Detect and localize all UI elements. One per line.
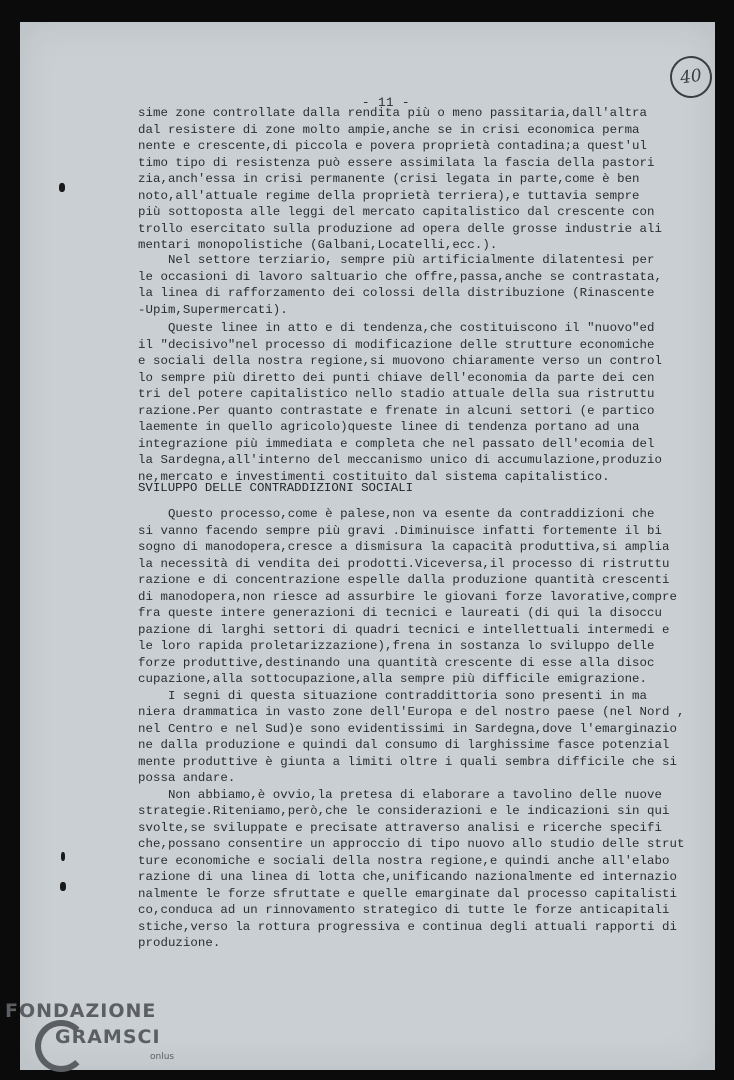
text-line: razione di una linea di lotta che,unificando nazionalmente ed internazio [138, 870, 677, 884]
section-heading: SVILUPPO DELLE CONTRADDIZIONI SOCIALI [138, 481, 414, 495]
text-line: tri del potere capitalistico nello stadio attuale della sua ristruttu [138, 387, 655, 401]
text-line: sime zone controllate dalla rendita più o meno passitaria,dall'altra [138, 106, 648, 120]
text-line: co,conduca ad un rinnovamento strategico di tutte le forze anticapitali [138, 903, 670, 917]
paragraph-1 [138, 105, 662, 254]
fondazione-gramsci-watermark [5, 1000, 205, 1078]
text-line: timo tipo di resistenza può essere assimilata la fascia della pastori [138, 155, 655, 170]
handwritten-page-number [667, 53, 714, 100]
text-line: Nel settore terziario, sempre più artificialmente dilatentesi per [138, 253, 655, 267]
text-line: razione e di concentrazione espelle dalla produzione quantità crescenti [138, 573, 670, 587]
text-line: ture economiche e sociali della nostra regione,e quindi anche all'elabo [138, 853, 670, 868]
text-line: ne,mercato e investimenti costituito dal sistema capitalistico. [138, 469, 610, 484]
text-line: produzione. [138, 936, 221, 950]
text-line: pazione di larghi settori di quadri tecnici e intellettuali intermedi e [138, 622, 670, 637]
text-line: la Sardegna,all'interno del meccanismo unico di accumulazione,produzio [138, 453, 662, 467]
text-line: Non abbiamo,è ovvio,la pretesa di elaborare a tavolino delle nuove [138, 787, 662, 802]
text-line: e sociali della nostra regione,si muovono chiaramente verso un control [138, 354, 662, 368]
text-line: -Upim,Supermercati). [138, 302, 288, 317]
text-line: fra queste intere generazioni di tecnici e laureati (di qui la disoccu [138, 606, 662, 620]
text-line: strategie.Riteniamo,però,che le considerazioni e le indicazioni sin qui [138, 804, 670, 818]
punch-mark [59, 183, 65, 192]
text-line: le occasioni di lavoro saltuario che offre,passa,anche se contrastata, [138, 269, 662, 284]
text-line: il "decisivo"nel processo di modificazione delle strutture economiche [138, 337, 655, 352]
text-line: più sottoposta alle leggi del mercato capitalistico dal crescente con [138, 205, 655, 219]
text-line: Questo processo,come è palese,non va esente da contraddizioni che [138, 507, 655, 521]
text-line: stiche,verso la rottura progressiva e continua degli attuali rapporti di [138, 919, 677, 934]
text-line: svolte,se sviluppate e precisate attraverso analisi e ricerche specifi [138, 820, 662, 835]
text-line: trollo esercitato sulla produzione ad opera delle grosse industrie ali [138, 221, 662, 236]
text-line: che,possano consentire un approccio di tipo nuovo allo studio delle strut [138, 837, 685, 851]
text-line: si vanno facendo sempre più gravi .Diminuisce infatti fortemente il bi [138, 523, 662, 538]
text-line: mente produttive è giunta a limiti oltre i quali sembra difficile che si [138, 754, 677, 769]
text-line: possa andare. [138, 771, 236, 785]
text-line: sogno di manodopera,cresce a dismisura la capacità produttiva,si amplia [138, 540, 670, 554]
watermark-line1: FONDAZIONE [5, 1000, 157, 1022]
paragraph-2 [138, 252, 662, 318]
text-line: di manodopera,non riesce ad assurbire le giovani forze lavorative,compre [138, 589, 677, 604]
text-line: ne dalla produzione e quindi dal consumo di larghissime fasce potenzial [138, 738, 670, 752]
text-line: razione.Per quanto contrastate e frenate in alcuni settori (e partico [138, 403, 655, 418]
text-line: nalmente le forze sfruttate e quelle emarginate dal processo capitalisti [138, 886, 677, 901]
text-line: la linea di rafforzamento dei colossi della distribuzione (Rinascente [138, 286, 655, 300]
watermark-sub: onlus [150, 1052, 175, 1062]
punch-mark [60, 882, 66, 891]
text-line: niera drammatica in vasto zone dell'Europa e del nostro paese (nel Nord , [138, 705, 685, 719]
text-line: integrazione più immediata e completa che nel passato dell'ecomia del [138, 436, 655, 451]
text-line: nente e crescente,di piccola e povera proprietà contadina;a quest'ul [138, 139, 648, 153]
text-line: noto,all'attuale regime della proprietà terriera),e tuttavia sempre [138, 188, 640, 203]
punch-mark [61, 852, 65, 861]
text-line: lo sempre più diretto dei punti chiave dell'economia da parte dei cen [138, 370, 655, 385]
paragraph-4 [138, 506, 685, 952]
handwritten-number-text: 40 [678, 65, 704, 89]
watermark-line2: GRAMSCI [55, 1026, 161, 1048]
text-line: Queste linee in atto e di tendenza,che costituiscono il "nuovo"ed [138, 321, 655, 335]
text-line: laemente in quello agricolo)queste linee di tendenza portano ad una [138, 420, 640, 434]
text-line: I segni di questa situazione contraddittoria sono presenti in ma [138, 688, 648, 703]
text-line: forze produttive,destinando una quantità crescente di esse alla disoc [138, 655, 655, 670]
text-line: le loro rapida proletarizzazione),frena in sostanza lo sviluppo delle [138, 639, 655, 653]
text-line: zia,anch'essa in crisi permanente (crisi legata in parte,come è ben [138, 172, 640, 186]
text-line: mentari monopolistiche (Galbani,Locatelli,ecc.). [138, 238, 498, 252]
text-line: la necessità di vendita dei prodotti.Viceversa,il processo di ristruttu [138, 556, 670, 571]
text-line: dal resistere di zone molto ampie,anche se in crisi economica perma [138, 122, 640, 137]
paragraph-3 [138, 320, 662, 485]
text-line: nel Centro e nel Sud)e sono evidentissimi in Sardegna,dove l'emarginazio [138, 721, 677, 736]
page-number: - 11 - [362, 96, 411, 110]
text-line: cupazione,alla sottocupazione,alla sempre più difficile emigrazione. [138, 672, 648, 686]
